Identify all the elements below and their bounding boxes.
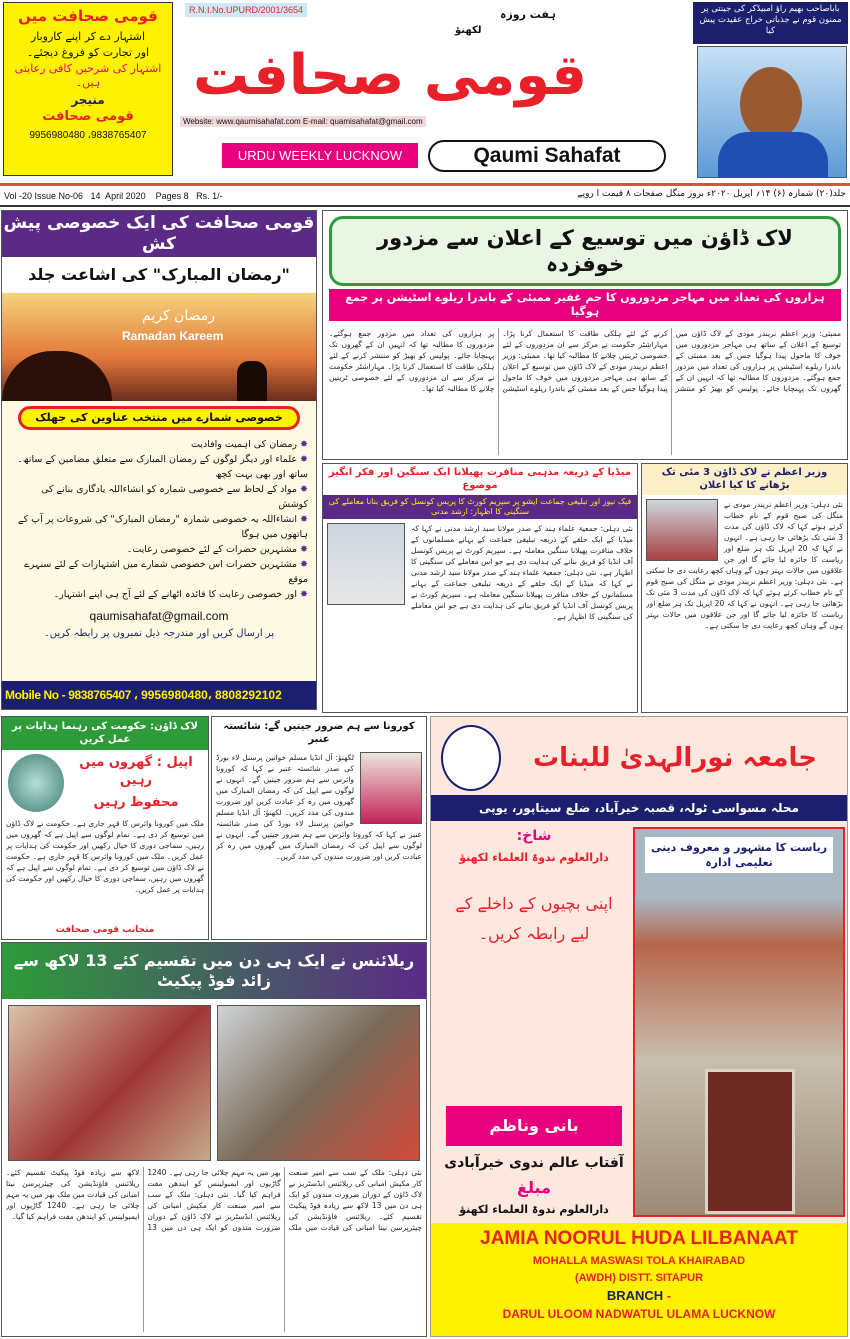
madrasa-photo xyxy=(633,827,845,1217)
lead-headline: لاک ڈاؤن میں توسیع کے اعلان سے مزدور خوفزدہ xyxy=(329,216,841,286)
ad-line: اشتہار دے کر اپنے کاروبار xyxy=(30,29,146,43)
list-item: ✸ علماء اور دیگر لوگوں کے رمضان المبارک سے متعلق مضامین کے ساتھ۔ ساتھ اور بھی بہت کچھ xyxy=(17,454,308,480)
appeal-1: اپیل : گھروں میں رہیں xyxy=(79,755,193,788)
corona-headline: کورونا سے ہم ضرور جیتیں گے: شائستہ عنبر xyxy=(223,721,415,745)
virus-image xyxy=(8,754,64,812)
shaista-photo xyxy=(360,752,422,824)
madrasa-ad xyxy=(430,716,848,1337)
corona-article xyxy=(211,716,427,940)
list-item: ✸ مشتہرین حضرات اس خصوصی شمارے میں اشتہارات کے لئے سنہرے موقع xyxy=(24,559,308,585)
ad-line: اشتہار کی شرحیں کافی رعایتی ہیں۔ xyxy=(14,62,162,90)
ad-brand: قومی صحافت xyxy=(42,109,134,125)
special-email[interactable]: qaumisahafat@gmail.com xyxy=(89,609,229,623)
food-distribution-photo-2 xyxy=(217,1005,420,1161)
issue-info-en: Vol -20 Issue No-06 14 April 2020 Pages 8 Rs. 1/- xyxy=(4,191,223,201)
lead-body: ممبئی: وزیر اعظم نریندر مودی کے لاک ڈاؤن میں توسیع کے اعلان کے ساتھ ہی مہاجر مزدوروں میں خوف کا ماحول پیدا ہوگیا جس کے بعد ممبئی کے باندرا ریلوے اسٹیشن پر ہزاروں کی تعداد میں مزدور جمع ہوگئے۔ مزدوروں کا مطالبہ تھا کہ انہیں ان کے گھروں تک پہنچایا جائے۔ پولیس کو بھیڑ کو منتشر کرنے کے لئے ہلکی طاقت کا استعمال کرنا پڑا۔ مہاراشٹر حکومت نے مرکز سے ان مزدوروں کے لئے خصوصی ٹرینیں چلانے کا مطالبہ کیا تھا۔ ممبئی: وزیر اعظم نریندر مودی کے لاک ڈاؤن میں توسیع کے اعلان کے ساتھ ہی مہاجر مزدوروں میں خوف کا ماحول پیدا ہوگیا جس کے بعد ممبئی کے باندرا ریلوے اسٹیشن پر ہزاروں کی تعداد میں مزدور جمع ہوگئے۔ مزدوروں کا مطالبہ تھا کہ انہیں ان کے گھروں تک پہنچایا جائے۔ پولیس کو بھیڑ کو منتشر کرنے کے لئے ہلکی طاقت کا استعمال کرنا پڑا۔ مہاراشٹر حکومت نے مرکز سے ان مزدوروں کے لئے خصوصی ٹرینیں چلانے کا مطالبہ کیا تھا۔ xyxy=(329,328,841,393)
special-contact-note: پر ارسال کریں اور مندرجہ ذیل نمبروں پر رابطہ کریں۔ xyxy=(43,628,275,639)
reliance-headline: ریلائنس نے ایک ہی دن میں تقسیم کئے 13 لاکھ سے زائد فوڈ پیکیٹ xyxy=(2,943,426,999)
madrasa-name: جامعہ نورالہدیٰ للبنات xyxy=(533,742,817,773)
city-label: لکھنؤ xyxy=(455,25,482,36)
appeal-row xyxy=(2,754,208,812)
contact-line: Website: www.qaumisahafat.com E-mail: quamisahafat@gmail.com xyxy=(180,116,426,127)
advice-headline: لاک ڈاؤن: حکومت کی رہنما ہدایات پر عمل کریں xyxy=(2,717,208,750)
header-ad xyxy=(3,2,173,176)
reliance-article xyxy=(1,942,427,1337)
highlights-list xyxy=(2,435,316,604)
rule xyxy=(0,205,850,207)
ad-title: قومی صحافت میں xyxy=(18,7,158,25)
pm-headline: وزیر اعظم نے لاک ڈاؤن 3 مئی تک بڑھانے کا کیا اعلان xyxy=(642,464,847,495)
list-item: ✸ مواد کے لحاظ سے خصوصی شمارہ کو انشاءاللہ یادگاری بنانے کی کوشش xyxy=(41,484,308,510)
en-name: JAMIA NOORUL HUDA LILBANAAT xyxy=(480,1228,798,1249)
masthead: قومی صحافت xyxy=(192,43,588,108)
list-item: ✸ مشتہرین حضرات کے لئے خصوصی رعایت۔ xyxy=(126,544,308,555)
muballigh-label: مبلغ xyxy=(517,1177,551,1197)
founder-box xyxy=(446,1106,622,1146)
corona-body: لکھنؤ: آل انڈیا مسلم خواتین پرسنل لاء بورڈ کی صدر شائستہ عنبر نے کہا کہ کورونا وائرس سے ہم ضرور جیتیں گے۔ انہوں نے لوگوں سے اپیل کی کہ رمضان المبارک میں گھروں میں رہ کر عبادت کریں اور ضرورت مندوں کی مدد کریں۔ لکھنؤ: آل انڈیا مسلم خواتین پرسنل لاء بورڈ کی صدر شائستہ عنبر نے کہا کہ کورونا وائرس سے ہم ضرور جیتیں گے۔ انہوں نے لوگوں سے اپیل کی کہ رمضان المبارک میں گھروں میں رہ کر عبادت کریں اور ضرورت مندوں کی مدد کریں۔ xyxy=(216,753,422,861)
pm-article xyxy=(641,463,848,713)
admission-note: اپنی بچیوں کے داخلے کے لیے رابطہ کریں۔ xyxy=(455,894,613,944)
reliance-photos xyxy=(8,1005,420,1161)
en-address: (AWDH) DISTT. SITAPUR xyxy=(574,1272,704,1285)
media-subhead: فیک نیوز اور تبلیغی جماعت ایشو پر سپریم کورٹ کا پریس کونسل کو فریق بنانا معاملے کی سنگینی کا اظہار: ارشد مدنی xyxy=(323,495,637,519)
media-headline: میڈیا کے ذریعہ مذہبی منافرت پھیلانا ایک سنگین اور فکر انگیز موضوع xyxy=(328,467,632,491)
special-issue-box xyxy=(1,210,317,710)
reliance-body: نئی دہلی: ملک کے سب سے امیر صنعت کار مکیش امبانی کی ریلائنس انڈسٹریز نے لاک ڈاؤن کے دوران ضرورت مندوں کو ایک ہی دن میں 13 لاکھ سے زیادہ فوڈ پیکیٹ تقسیم کئے۔ ریلائنس فاؤنڈیشن کی چیئرپرسن نیتا امبانی کی قیادت میں ملک بھر میں یہ مہم چلائی جا رہی ہے۔ 1240 گاڑیوں اور ایمبولینس کو ایندھن مفت فراہم کیا گیا۔ نئی دہلی: ملک کے سب سے امیر صنعت کار مکیش امبانی کی ریلائنس انڈسٹریز نے لاک ڈاؤن کے دوران ضرورت مندوں کو ایک ہی دن میں 13 لاکھ سے زیادہ فوڈ پیکیٹ تقسیم کئے۔ ریلائنس فاؤنڈیشن کی چیئرپرسن نیتا امبانی کی قیادت میں ملک بھر میں یہ مہم چلائی جا رہی ہے۔ 1240 گاڑیوں اور ایمبولینس کو ایندھن مفت فراہم کیا گیا۔ xyxy=(6,1168,422,1232)
en-branch-line: BRANCH - xyxy=(606,1288,672,1304)
appeal-2: محفوظ رہیں xyxy=(93,795,179,810)
advice-body: ملک میں کورونا وائرس کا قہر جاری ہے۔ حکومت نے لاک ڈاؤن میں توسیع کر دی ہے۔ تمام لوگوں سے اپیل ہے کہ گھروں میں رہیں، سماجی دوری کا خیال رکھیں اور حکومت کی ہدایات پر عمل کریں۔ ملک میں کورونا وائرس کا قہر جاری ہے۔ حکومت نے لاک ڈاؤن میں توسیع کر دی ہے۔ تمام لوگوں سے اپیل ہے کہ گھروں میں رہیں، سماجی دوری کا خیال رکھیں اور حکومت کی ہدایات پر عمل کریں۔ xyxy=(6,819,204,894)
ad-manager: منیجر xyxy=(71,92,105,107)
famous-label: ریاست کا مشہور و معروف دینی تعلیمی ادارہ xyxy=(645,837,833,873)
list-item: ✸ رمضان کی اہمیت وافادیت xyxy=(190,439,308,450)
advice-article xyxy=(1,716,209,940)
media-article xyxy=(322,463,638,713)
english-ad-block xyxy=(431,1223,847,1336)
media-body: نئی دہلی: جمعیۃ علماء ہند کے صدر مولانا سید ارشد مدنی نے کہا کہ میڈیا کے ایک حلقے کے ذریعہ تبلیغی جماعت کے بہانے مسلمانوں کے خلاف منافرت پھیلانا سنگین معاملہ ہے۔ سپریم کورٹ نے پریس کونسل آف انڈیا کو فریق بنانے کی ہدایت دی ہے جو اس معاملے کی سنگینی کا اظہار ہے۔ نئی دہلی: جمعیۃ علماء ہند کے صدر مولانا سید ارشد مدنی نے کہا کہ میڈیا کے ایک حلقے کے ذریعہ تبلیغی جماعت کے بہانے مسلمانوں کے خلاف منافرت پھیلانا سنگین معاملہ ہے۔ سپریم کورٹ نے پریس کونسل آف انڈیا کو فریق بنانے کی ہدایت دی ہے جو اس معاملے کی سنگینی کا اظہار ہے۔ xyxy=(327,523,633,708)
pm-body: نئی دہلی: وزیر اعظم نریندر مودی نے منگل کی صبح قوم کے نام خطاب کرتے ہوئے کہا کہ لاک ڈاؤن کی مدت 3 مئی تک بڑھائی جا رہی ہے۔ انہوں نے کہا کہ 20 اپریل تک ہر ضلع اور ریاست کا جائزہ لیا جائے گا اور جن علاقوں میں حالات بہتر ہوں گے وہاں کچھ رعایت دی جا سکتی ہے۔ نئی دہلی: وزیر اعظم نریندر مودی نے منگل کی صبح قوم کے نام خطاب کرتے ہوئے کہا کہ لاک ڈاؤن کی مدت 3 مئی تک بڑھائی جا رہی ہے۔ انہوں نے کہا کہ 20 اپریل تک ہر ضلع اور ریاست کا جائزہ لیا جائے گا اور جن علاقوں میں حالات بہتر ہوں گے وہاں کچھ رعایت دی جا سکتی ہے۔ xyxy=(646,500,843,630)
food-distribution-photo-1 xyxy=(8,1005,211,1161)
founder-name: آفتاب عالم ندوی خیرآبادی xyxy=(444,1154,624,1171)
list-item: ✸ اور خصوصی رعایت کا فائدہ اٹھانے کے لئے آج ہی اپنے اشتہار۔ xyxy=(53,589,308,600)
ad-line: اور تجارت کو فروغ دیجئے۔ xyxy=(26,45,150,59)
tribute-banner: باباصاحب بھیم راؤ امبیڈکر کی جینتی پر ممنون قوم نے جذباتی خراج عقیدت پیش کیا xyxy=(693,2,848,44)
ramadan-image xyxy=(2,293,316,401)
advice-credit: منجانب قومی صحافت xyxy=(55,925,155,935)
muballigh-name: دارالعلوم ندوۃ العلماء لکھنؤ xyxy=(459,1202,609,1216)
ramadan-calligraphy: رمضان کریم xyxy=(142,308,216,324)
branch-name: دارالعلوم ندوۃ العلماء لکھنؤ xyxy=(459,851,609,865)
madani-photo xyxy=(327,523,405,605)
tagline: URDU WEEKLY LUCKNOW xyxy=(222,143,418,168)
ambedkar-portrait xyxy=(697,46,847,178)
en-address: MOHALLA MASWASI TOLA KHAIRABAD xyxy=(532,1254,746,1267)
branch-label: شاخ: xyxy=(516,828,552,844)
madrasa-logo xyxy=(441,725,501,791)
highlights-banner: خصوصی شمارے میں منتخب عناوین کی جھلک xyxy=(18,406,300,430)
header-rule xyxy=(0,183,850,186)
founder-label: بانی وناظم xyxy=(489,1115,579,1135)
ramadan-caption: Ramadan Kareem xyxy=(122,329,224,343)
madrasa-address: محلہ مسواسی ٹولہ، قصبہ خیرآباد، ضلع سیتاپور، یوپی xyxy=(431,795,847,821)
en-branch-name: DARUL ULOOM NADWATUL ULAMA LUCKNOW xyxy=(502,1307,776,1322)
lead-subhead: ہزاروں کی تعداد میں مہاجر مزدوروں کا جم غفیر ممبئی کے باندرا ریلوے اسٹیشن پر جمع ہوگیا xyxy=(329,289,841,321)
madrasa-left-column xyxy=(439,827,629,1217)
english-name: Qaumi Sahafat xyxy=(428,140,666,172)
modi-photo xyxy=(646,499,718,561)
mobile-bar: Mobile No - 9838765407 ، 9956980480، 8808292102 xyxy=(2,681,316,709)
ad-phones: 9956980480 ،9838765407 xyxy=(29,130,147,142)
weekly-label: ہفت روزہ xyxy=(500,8,556,21)
lead-article xyxy=(322,210,848,460)
special-title: "رمضان المبارک" کی اشاعت جلد xyxy=(2,257,316,293)
list-item: ✸ انشاءاللہ یہ خصوصی شمارہ "رمضان المبارک" کی شروعات پر آپ کے ہاتھوں میں ہوگا xyxy=(18,514,308,540)
rni-number: R.N.I.No.UPURD/2001/3654 xyxy=(185,3,307,17)
issue-info-ur: جلد(۲۰) شمارہ (۶) ۱۴؍ اپریل ۲۰۲۰ء بروز منگل صفحات ۸ قیمت ا روپے xyxy=(577,189,846,199)
special-header: قومی صحافت کی ایک خصوصی پیش کش xyxy=(2,211,316,257)
